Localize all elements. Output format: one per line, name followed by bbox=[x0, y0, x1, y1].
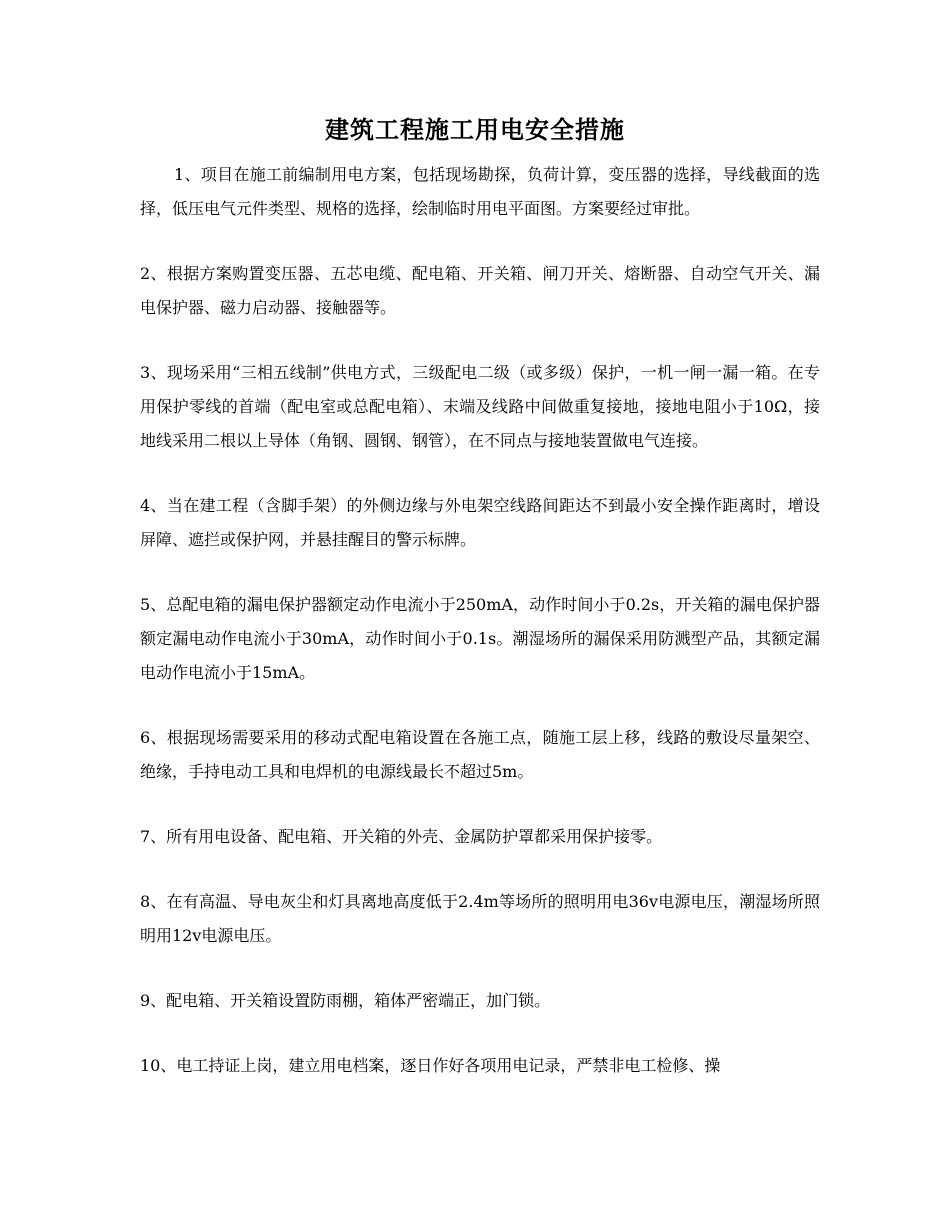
paragraph-7: 7、所有用电设备、配电箱、开关箱的外壳、金属防护罩都采用保护接零。 bbox=[140, 827, 663, 846]
document-body bbox=[140, 158, 820, 1114]
paragraph-4: 4、当在建工程（含脚手架）的外侧边缘与外电架空线路间距达不到最小安全操作距离时，增设屏障、遮拦或保护网，并悬挂醒目的警示标牌。 bbox=[140, 496, 820, 549]
paragraph-8: 8、在有高温、导电灰尘和灯具离地高度低于2.4m等场所的照明用电36v电源电压，潮湿场所照明用12v电源电压。 bbox=[140, 892, 820, 945]
document-title: 建筑工程施工用电安全措施 bbox=[325, 115, 625, 144]
paragraph-3: 3、现场采用“三相五线制”供电方式，三级配电二级（或多级）保护，一机一闸一漏一箱。在专用保护零线的首端（配电室或总配电箱）、末端及线路中间做重复接地，接地电阻小于10Ω，接地线采用二根以上导体（角钢、圆钢、钢管），在不同点与接地装置做电气连接。 bbox=[140, 363, 820, 450]
paragraph-2: 2、根据方案购置变压器、五芯电缆、配电箱、开关箱、闸刀开关、熔断器、自动空气开关、漏电保护器、磁力启动器、接触器等。 bbox=[140, 264, 820, 317]
paragraph-1: 1、项目在施工前编制用电方案，包括现场勘探，负荷计算，变压器的选择，导线截面的选择，低压电气元件类型、规格的选择，绘制临时用电平面图。方案要经过审批。 bbox=[140, 165, 820, 218]
paragraph-9: 9、配电箱、开关箱设置防雨棚，箱体严密端正，加门锁。 bbox=[140, 991, 551, 1010]
paragraph-10: 10、电工持证上岗，建立用电档案，逐日作好各项用电记录，严禁非电工检修、操 bbox=[140, 1056, 721, 1075]
paragraph-5: 5、总配电箱的漏电保护器额定动作电流小于250mA，动作时间小于0.2s，开关箱的漏电保护器额定漏电动作电流小于30mA，动作时间小于0.1s。潮湿场所的漏保采用防溅型产品，其额定漏电动作电流小于15mA。 bbox=[140, 595, 820, 682]
paragraph-6: 6、根据现场需要采用的移动式配电箱设置在各施工点，随施工层上移，线路的敷设尽量架空、绝缘，手持电动工具和电焊机的电源线最长不超过5m。 bbox=[140, 728, 820, 781]
